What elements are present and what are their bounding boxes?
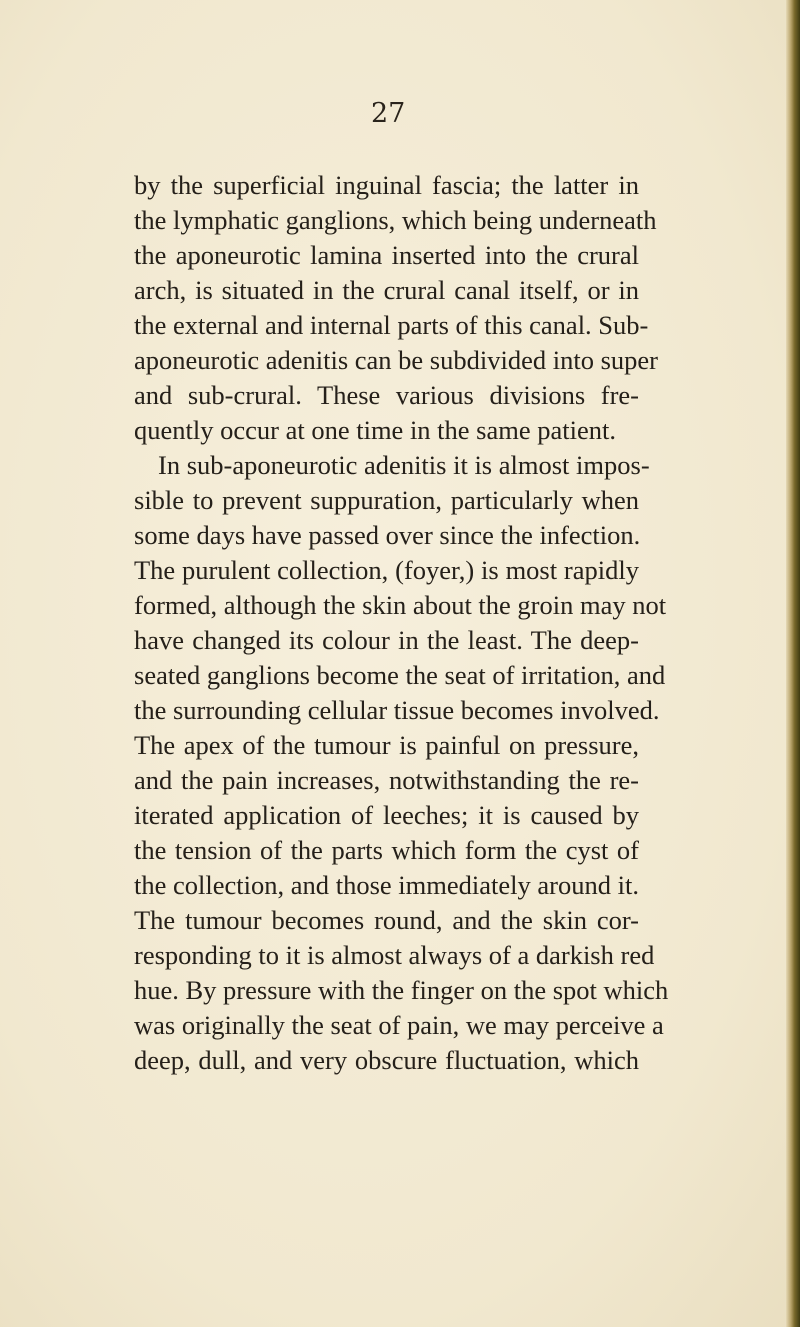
page-edge-shadow [786, 0, 800, 1327]
text-line: the aponeurotic lamina inserted into the crural [134, 240, 639, 270]
text-line: The apex of the tumour is painful on pressure, [134, 730, 639, 760]
text-line: the surrounding cellular tissue becomes involved. [134, 695, 660, 725]
text-line: and sub-crural. These various divisions fre- [134, 380, 639, 410]
text-line: The purulent collection, (foyer,) is most rapidly [134, 555, 639, 585]
text-line: was originally the seat of pain, we may perceive a [134, 1010, 664, 1040]
text-line: aponeurotic adenitis can be subdivided into super [134, 345, 658, 375]
text-line: arch, is situated in the crural canal itself, or in [134, 275, 639, 305]
text-line: seated ganglions become the seat of irritation, and [134, 660, 666, 690]
text-line: the lymphatic ganglions, which being underneath [134, 205, 657, 235]
page-number: 27 [371, 98, 406, 129]
text-line: hue. By pressure with the finger on the spot which [134, 975, 669, 1005]
text-line: sible to prevent suppuration, particularly when [134, 485, 639, 515]
text-line: In sub-aponeurotic adenitis it is almost impos- [158, 450, 650, 480]
text-line: responding to it is almost always of a darkish red [134, 940, 655, 970]
text-line: quently occur at one time in the same patient. [134, 415, 616, 445]
text-line: iterated application of leeches; it is caused by [134, 800, 639, 830]
text-line: The tumour becomes round, and the skin cor- [134, 905, 639, 935]
text-line: and the pain increases, notwithstanding the re- [134, 765, 639, 795]
text-line: have changed its colour in the least. The deep- [134, 625, 639, 655]
text-line: the external and internal parts of this canal. Sub- [134, 310, 649, 340]
text-line: formed, although the skin about the groin may not [134, 590, 667, 620]
text-line: some days have passed over since the infection. [134, 520, 641, 550]
text-line: the collection, and those immediately around it. [134, 870, 639, 900]
body-text [134, 168, 669, 1078]
text-line: deep, dull, and very obscure fluctuation, which [134, 1045, 639, 1075]
text-line: the tension of the parts which form the cyst of [134, 835, 639, 865]
text-line: by the superficial inguinal fascia; the latter in [134, 170, 639, 200]
